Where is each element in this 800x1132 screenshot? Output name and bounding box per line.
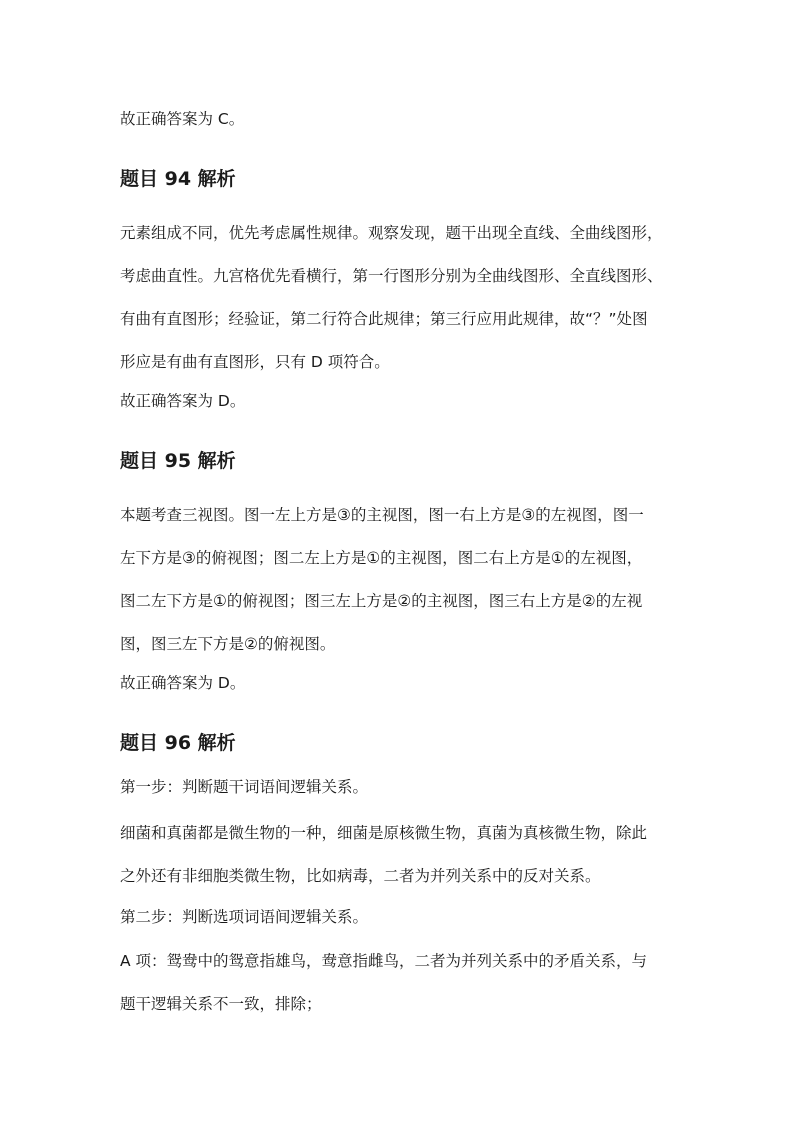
answer-line-93: 故正确答案为 C。: [120, 110, 245, 128]
paragraph-line: 之外还有非细胞类微生物，比如病毒，二者为并列关系中的反对关系。: [120, 867, 601, 885]
section-94: [120, 164, 686, 416]
section-96-body: [120, 772, 686, 1026]
step-two-line: 第二步：判断选项词语间逻辑关系。: [120, 908, 369, 926]
paragraph-line: 形应是有曲有直图形，只有 D 项符合。: [120, 353, 390, 371]
step-one-line: 第一步：判断题干词语间逻辑关系。: [120, 778, 369, 796]
answer-line-95: 故正确答案为 D。: [120, 674, 246, 692]
paragraph-line: 细菌和真菌都是微生物的一种，细菌是原核微生物，真菌为真核微生物，除此: [120, 824, 648, 842]
option-a-line: 题干逻辑关系不一致，排除；: [120, 995, 322, 1013]
paragraph-line: 考虑曲直性。九宫格优先看横行，第一行图形分别为全曲线图形、全直线图形、: [120, 267, 663, 285]
section-94-body: [120, 212, 686, 384]
section-96: [120, 728, 686, 1026]
paragraph-line: 本题考查三视图。图一左上方是③的主视图，图一右上方是③的左视图，图一: [120, 506, 644, 524]
section-heading-95: 题目 95 解析: [120, 450, 236, 472]
paragraph-line: 有曲有直图形；经验证，第二行符合此规律；第三行应用此规律，故“？”处图: [120, 310, 648, 328]
section-heading-94: 题目 94 解析: [120, 168, 236, 190]
paragraph-line: 图二左下方是①的俯视图；图三左上方是②的主视图，图三右上方是②的左视: [120, 592, 643, 610]
section-heading-96: 题目 96 解析: [120, 732, 236, 754]
section-95: [120, 446, 686, 698]
paragraph-line: 元素组成不同，优先考虑属性规律。观察发现，题干出现全直线、全曲线图形，: [120, 224, 663, 242]
paragraph-line: 图，图三左下方是②的俯视图。: [120, 635, 336, 653]
section-95-body: [120, 494, 686, 666]
option-a-line: A 项：鸳鸯中的鸳意指雄鸟，鸯意指雌鸟，二者为并列关系中的矛盾关系，与: [120, 952, 648, 970]
document-content: [120, 104, 686, 1026]
answer-line-94: 故正确答案为 D。: [120, 392, 246, 410]
paragraph-line: 左下方是③的俯视图；图二左上方是①的主视图，图二右上方是①的左视图，: [120, 549, 643, 567]
